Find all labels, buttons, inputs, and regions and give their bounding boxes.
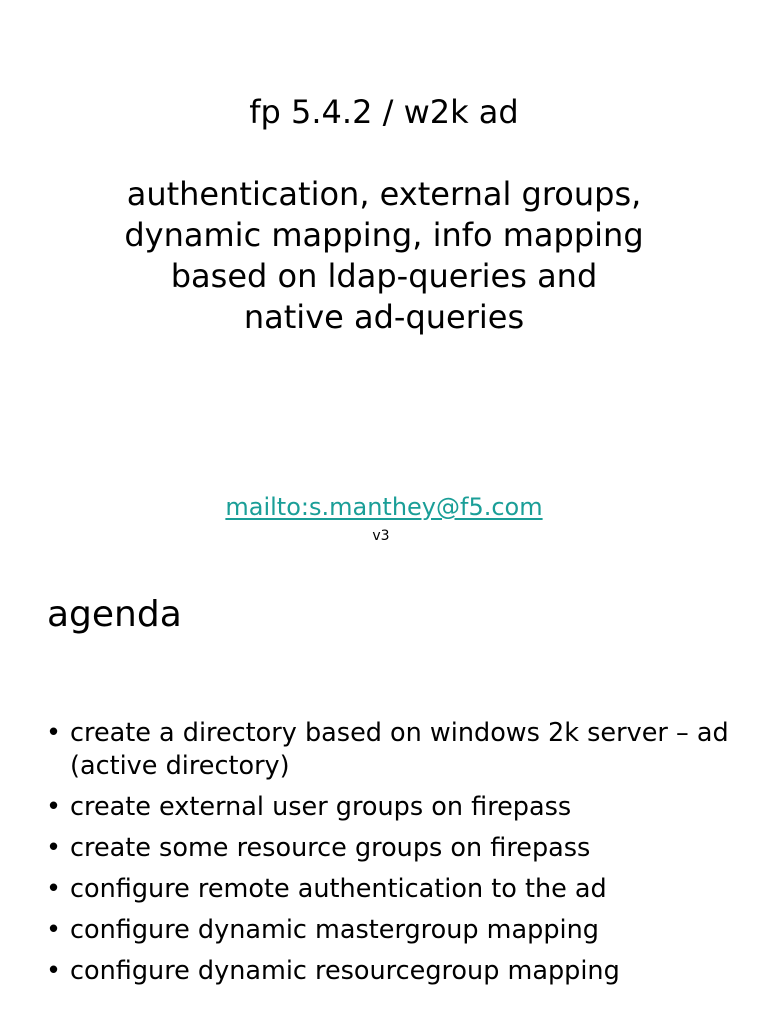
agenda-item-text: configure dynamic mastergroup mapping bbox=[70, 915, 599, 945]
version-label: v3 bbox=[372, 528, 390, 544]
agenda-item bbox=[46, 832, 761, 865]
agenda-item-text: create some resource groups on firepass bbox=[70, 833, 591, 863]
agenda-item-text: configure remote authentication to the ad bbox=[70, 874, 607, 904]
agenda-item bbox=[46, 717, 761, 783]
bullet-icon: • bbox=[46, 833, 62, 863]
agenda-heading: agenda bbox=[47, 594, 182, 635]
agenda-item bbox=[46, 873, 761, 906]
bullet-icon: • bbox=[46, 915, 62, 945]
subtitle-line: dynamic mapping, info mapping bbox=[124, 216, 644, 254]
title-line: fp 5.4.2 / w2k ad bbox=[249, 93, 519, 131]
agenda-item bbox=[46, 955, 761, 988]
subtitle-line: authentication, external groups, bbox=[126, 175, 642, 213]
bullet-icon: • bbox=[46, 718, 62, 748]
email-link[interactable]: mailto:s.manthey@f5.com bbox=[225, 493, 543, 521]
agenda-item-text: create external user groups on firepass bbox=[70, 792, 572, 822]
slide-title bbox=[0, 92, 768, 338]
title-spacer bbox=[0, 133, 768, 174]
agenda-item-text: create a directory based on windows 2k server – ad (active directory) bbox=[70, 718, 729, 781]
subtitle-line: based on ldap-queries and bbox=[170, 257, 598, 295]
agenda-item bbox=[46, 914, 761, 947]
bullet-icon: • bbox=[46, 792, 62, 822]
bullet-icon: • bbox=[46, 874, 62, 904]
agenda-item bbox=[46, 791, 761, 824]
email-link-container bbox=[0, 491, 768, 523]
bullet-icon: • bbox=[46, 956, 62, 986]
agenda-item-text: configure dynamic resourcegroup mapping bbox=[70, 956, 620, 986]
subtitle-line: native ad-queries bbox=[243, 298, 525, 336]
agenda-list bbox=[46, 717, 761, 996]
